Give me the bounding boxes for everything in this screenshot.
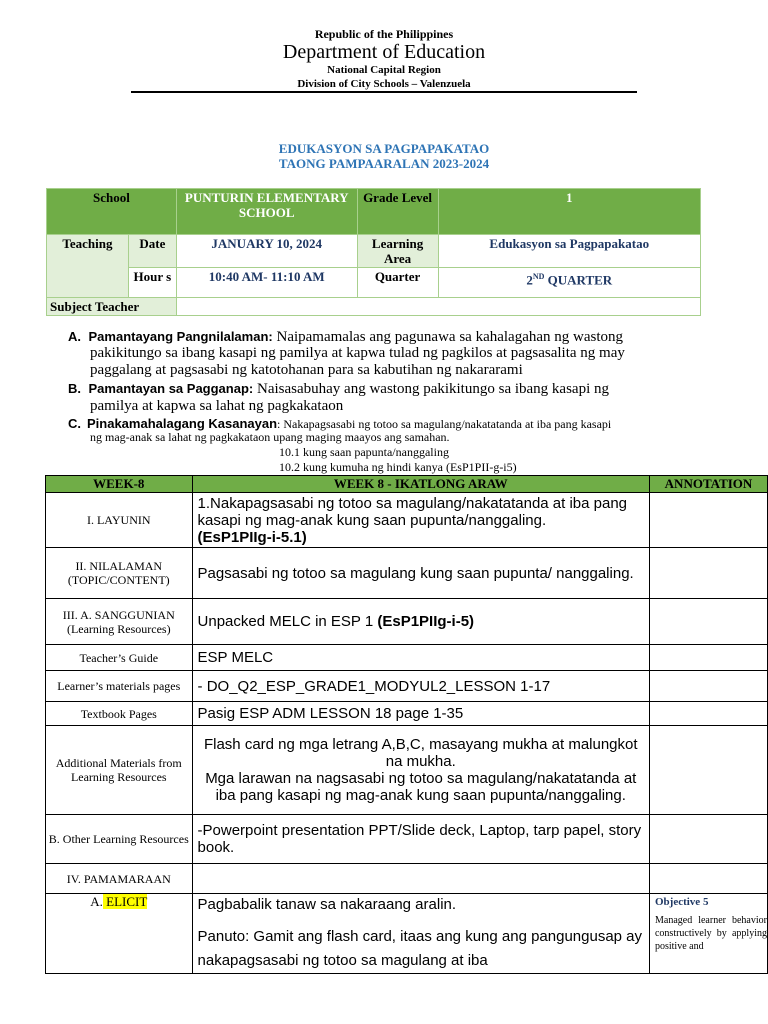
row-content-elicit (192, 894, 649, 974)
row-label-teachers-guide: Teacher’s Guide (46, 645, 193, 671)
school-label: School (47, 189, 177, 235)
annotation-cell (649, 702, 767, 726)
row-label-pamamaraan: IV. PAMAMARAAN (46, 864, 193, 894)
standard-b-letter: B. (68, 381, 81, 396)
annotation-objective-text: Managed learner behavior constructively by applying positive and (654, 915, 767, 952)
row-content-additional-materials (192, 726, 649, 815)
subject-teacher-label: Subject Teacher (47, 298, 177, 316)
subject-teacher-value (176, 298, 700, 316)
quarter-label: Quarter (357, 268, 438, 298)
quarter-number: 2 (526, 272, 533, 288)
hours-label: Hour s (128, 268, 176, 298)
standard-c-text: : Nakapagsasabi ng totoo sa magulang/nakatatanda at iba pang kasapi (277, 417, 612, 431)
standard-a-text-3: paggalang at pagsasabi ng katotohanan para sa kabutihan ng nakararami (90, 362, 523, 378)
row-label-textbook: Textbook Pages (46, 702, 193, 726)
row-label-additional-materials: Additional Materials from Learning Resources (46, 726, 193, 815)
lesson-table (45, 475, 768, 974)
quarter-text: QUARTER (544, 272, 613, 288)
standard-c-letter: C. (68, 416, 81, 431)
elicit-text-1: Pagbabalik tanaw sa nakaraang aralin. (197, 896, 457, 913)
date-value: JANUARY 10, 2024 (176, 235, 357, 268)
annotation-objective-title: Objective 5 (654, 896, 709, 908)
standard-b (68, 380, 609, 398)
annotation-cell (649, 864, 767, 894)
col-header-day: WEEK 8 - IKATLONG ARAW (192, 476, 649, 493)
standard-a-letter: A. (68, 329, 81, 344)
row-content-learners-materials: - DO_Q2_ESP_GRADE1_MODYUL2_LESSON 1-17 (192, 671, 649, 702)
learning-area-value: Edukasyon sa Pagpapakatao (438, 235, 700, 268)
teaching-label: Teaching (47, 235, 129, 298)
elicit-text-2: Panuto: Gamit ang flash card, itaas ang kung ang pangungusap ay nakapagsasabi ng totoo sa magulang at iba (197, 928, 643, 969)
additional-materials-text-2: Mga larawan na nagsasabi ng totoo sa magulang/nakatatanda at iba pang kasapi ng mag-anak kung saan pupunta/nanggaling. (205, 770, 637, 804)
sub-skill-1: 10.1 kung saan papunta/nanggaling (279, 445, 449, 459)
date-label: Date (128, 235, 176, 268)
hours-value: 10:40 AM- 11:10 AM (176, 268, 357, 298)
annotation-cell (649, 493, 767, 548)
grade-label: Grade Level (357, 189, 438, 235)
standard-b-text: Naisasabuhay ang wastong pakikitungo sa ibang kasapi ng (253, 381, 609, 397)
row-label-sanggunian: III. A. SANGGUNIAN (Learning Resources) (46, 599, 193, 645)
info-table (46, 188, 701, 316)
subject-title: EDUKASYON SA PAGPAPAKATAO (278, 141, 490, 156)
annotation-cell (649, 671, 767, 702)
row-content-teachers-guide: ESP MELC (192, 645, 649, 671)
annotation-cell (649, 548, 767, 599)
layunin-text: 1.Nakapagsasabi ng totoo sa magulang/nakatatanda at iba pang kasapi ng mag-anak kung saan pupunta/nanggaling. (197, 494, 628, 529)
elicit-label: ELICIT (102, 894, 148, 909)
standard-c-text-2: ng mag-anak sa lahat ng pagkakataon upang maging maayos ang samahan. (90, 430, 450, 444)
annotation-cell (649, 645, 767, 671)
standard-b-text-2: pamilya at kapwa sa lahat ng pagkakataon (90, 398, 344, 414)
sub-skill-2: 10.2 kung kumuha ng hindi kanya (EsP1PII-g-i5) (279, 460, 517, 474)
annotation-cell (649, 815, 767, 864)
quarter-suffix: ND (532, 272, 545, 281)
standard-a (68, 328, 623, 346)
quarter-value (438, 268, 700, 298)
standard-b-label: Pamantayan sa Pagganap: (88, 381, 254, 396)
additional-materials-text-1: Flash card ng mga letrang A,B,C, masayang mukha at malungkot na mukha. (203, 736, 638, 770)
school-value: PUNTURIN ELEMENTARY SCHOOL (176, 189, 357, 235)
header-divider (131, 91, 637, 93)
country-header: Republic of the Philippines (314, 27, 454, 41)
row-label-elicit (46, 894, 193, 974)
layunin-code: (EsP1PIIg-i-5.1) (197, 528, 307, 546)
row-content-sanggunian (192, 599, 649, 645)
row-content-other-resources: -Powerpoint presentation PPT/Slide deck, Laptop, tarp papel, story book. (192, 815, 649, 864)
col-header-annotation: ANNOTATION (649, 476, 767, 493)
division-header: Division of City Schools – Valenzuela (297, 78, 471, 90)
row-label-layunin: I. LAYUNIN (46, 493, 193, 548)
annotation-elicit (649, 894, 767, 974)
sanggunian-code: (EsP1PIIg-i-5) (377, 613, 475, 630)
row-label-nilalaman: II. NILALAMAN (TOPIC/CONTENT) (46, 548, 193, 599)
region-header: National Capital Region (327, 64, 441, 76)
standard-c-label: Pinakamahalagang Kasanayan (87, 416, 278, 431)
grade-value: 1 (438, 189, 700, 235)
annotation-cell (649, 599, 767, 645)
elicit-prefix: A. (90, 894, 103, 909)
standard-a-text-2: pakikitungo sa ibang kasapi ng pamilya at kapwa tulad ng pagkilos at pagsasalita ng may (90, 345, 625, 361)
col-header-week: WEEK-8 (46, 476, 193, 493)
row-label-other-resources: B. Other Learning Resources (46, 815, 193, 864)
sanggunian-text: Unpacked MELC in ESP 1 (197, 613, 378, 630)
row-content-textbook: Pasig ESP ADM LESSON 18 page 1-35 (192, 702, 649, 726)
row-label-learners-materials: Learner’s materials pages (46, 671, 193, 702)
row-content-layunin (192, 493, 649, 548)
row-content-nilalaman: Pagsasabi ng totoo sa magulang kung saan pupunta/ nanggaling. (192, 548, 649, 599)
school-year-title: TAONG PAMPAARALAN 2023-2024 (278, 156, 490, 171)
row-content-pamamaraan (192, 864, 649, 894)
annotation-cell (649, 726, 767, 815)
learning-area-label: Learning Area (357, 235, 438, 268)
department-header: Department of Education (282, 41, 486, 63)
standard-a-text: Naipamamalas ang pagunawa sa kahalagahan ng wastong (272, 329, 624, 345)
standard-a-label: Pamantayang Pangnilalaman: (88, 329, 273, 344)
